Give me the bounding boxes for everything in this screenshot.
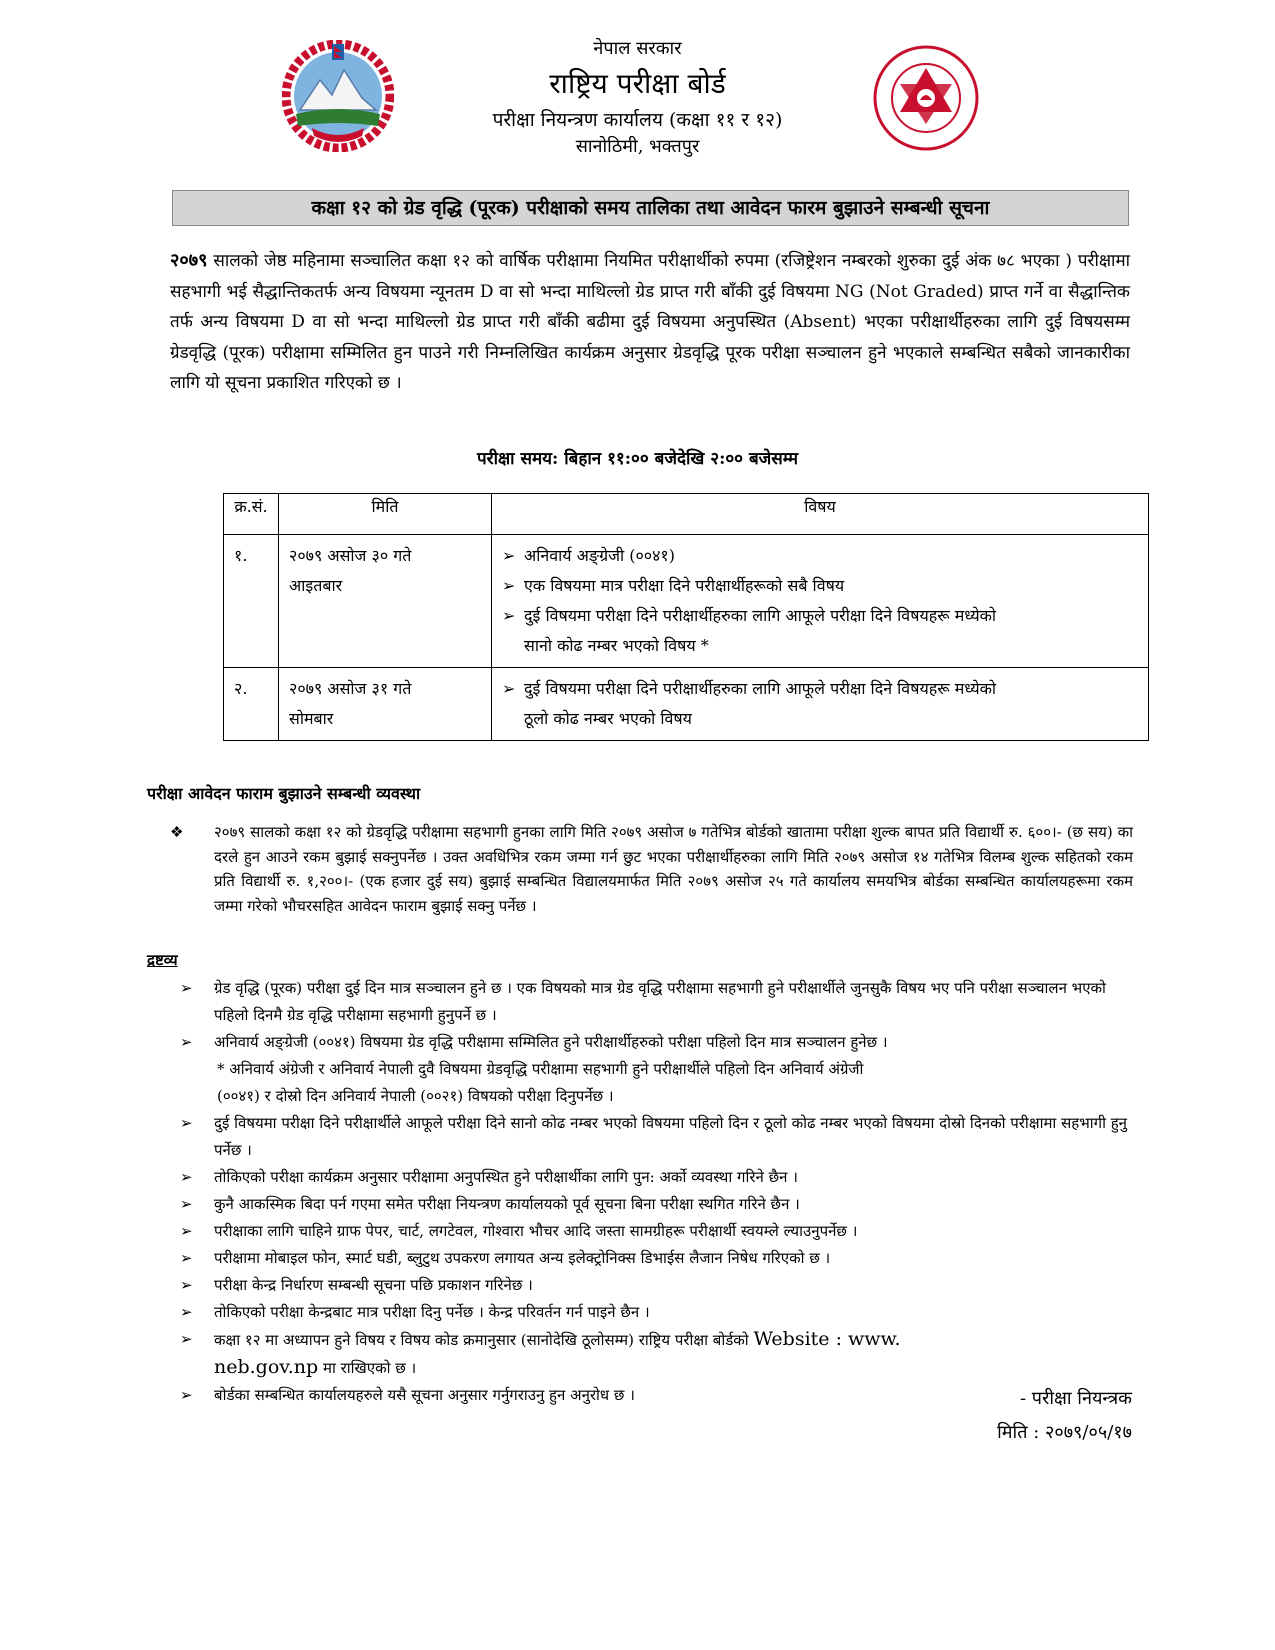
row-subjects (492, 668, 1149, 741)
list-item (180, 975, 1135, 1029)
arrowhead-bullet-icon: ➢ (180, 1168, 193, 1186)
intro-year: २०७९ (170, 250, 208, 271)
note-text: अनिवार्य अङ्ग्रेजी (००४१) विषयमा ग्रेड वृद्धि परीक्षामा सम्मिलित हुने परीक्षार्थीहरुको परीक्षा पहिलो दिन मात्र सञ्चालन हुनेछ । (214, 1033, 888, 1051)
list-item (502, 571, 1138, 601)
list-item (180, 1382, 1135, 1409)
subject-continuation: सानो कोढ नम्बर भएको विषय * (524, 636, 709, 655)
list-item (502, 601, 1138, 631)
row-subjects (492, 535, 1149, 668)
subject-text: दुई विषयमा परीक्षा दिने परीक्षार्थीहरुका लागि आफूले परीक्षा दिने विषयहरू मध्येको (524, 679, 997, 698)
subject-text: एक विषयमा मात्र परीक्षा दिने परीक्षार्थीहरूको सबै विषय (524, 576, 845, 595)
header-board-name: राष्ट्रिय परीक्षा बोर्ड (549, 67, 726, 100)
list-item (180, 1029, 1135, 1056)
note-text: ग्रेड वृद्धि (पूरक) परीक्षा दुई दिन मात्र सञ्चालन हुने छ । एक विषयको मात्र ग्रेड वृद्धि परीक्षामा सहभागी हुने परीक्षार्थीले जुनसुकै विषय भए पनि परीक्षा सञ्चालन भएको पहिलो दिनमै ग्रेड वृद्धि परीक्षामा सहभागी हुनुपर्ने छ । (214, 979, 1106, 1024)
note-text: बोर्डका सम्बन्धित कार्यालयहरुले यसै सूचना अनुसार गर्नुगराउनु हुन अनुरोध छ । (214, 1386, 635, 1404)
intro-text: सालको जेष्ठ महिनामा सञ्चालित कक्षा १२ को वार्षिक परीक्षामा नियमित परीक्षार्थीको रुपमा (रजिष्ट्रेशन नम्बरको शुरुका दुई अंक ७८ भएका ) परीक्षामा सहभागी भई सैद्धान्तिकतर्फ अन्य विषयमा न्यूनतम D वा सो भन्दा माथिल्लो ग्रेड प्राप्त गरी बाँकी दुई विषयमा NG (Not Graded) प्राप्त गर्ने वा सैद्धान्तिक तर्फ अन्य विषयमा D वा सो भन्दा माथिल्लो ग्रेड प्राप्त गरी बाँकी बढीमा दुई विषयमा अनुपस्थित (Absent) भएका परीक्षार्थीहरुका लागि दुई विषयसम्म ग्रेडवृद्धि (पूरक) परीक्षामा सम्मिलित हुन पाउने गरी निम्नलिखित कार्यक्रम अनुसार ग्रेडवृद्धि पूरक परीक्षा सञ्चालन हुने भएकाले सम्बन्धित सबैको जानकारीका लागि यो सूचना प्रकाशित गरिएको छ । (170, 251, 1131, 393)
exam-time: परीक्षा समय: बिहान ११:०० बजेदेखि २:०० बजेसम्म (476, 449, 799, 469)
list-item (180, 1245, 1135, 1272)
row-date: २०७९ असोज ३० गते (289, 546, 412, 565)
nepal-emblem-icon (282, 40, 394, 152)
table-row (224, 535, 1149, 668)
list-item (180, 1191, 1135, 1218)
neb-logo-icon (872, 44, 980, 152)
website-label: Website : www. (753, 1328, 901, 1350)
subject-continuation: ठूलो कोढ नम्बर भएको विषय (524, 709, 692, 728)
subject-text: दुई विषयमा परीक्षा दिने परीक्षार्थीहरुका लागि आफूले परीक्षा दिने विषयहरू मध्येको (524, 606, 997, 625)
row-sn: १. (224, 535, 279, 668)
note-text: तोकिएको परीक्षा कार्यक्रम अनुसार परीक्षामा अनुपस्थित हुने परीक्षार्थीका लागि पुन: अर्को व्यवस्था गरिने छैन । (214, 1168, 798, 1186)
notice-title: कक्षा १२ को ग्रेड वृद्धि (पूरक) परीक्षाको समय तालिका तथा आवेदन फारम बुझाउने सम्बन्धी सूचना (172, 190, 1129, 226)
list-item (180, 1299, 1135, 1326)
notes-list (180, 975, 1135, 1409)
website-note (214, 1326, 1135, 1382)
list-item (180, 1272, 1135, 1299)
list-item (180, 1326, 1135, 1382)
row-day: आइतबार (289, 576, 343, 595)
list-item (180, 1164, 1135, 1191)
website-note-text: कक्षा १२ मा अध्यापन हुने विषय र विषय कोड क्रमानुसार (सानोदेखि ठूलोसम्म) राष्ट्रिय परीक्षा बोर्डको (214, 1331, 749, 1349)
signature-role: - परीक्षा नियन्त्रक (1019, 1388, 1132, 1409)
note-text: परीक्षा केन्द्र निर्धारण सम्बन्धी सूचना पछि प्रकाशन गरिनेछ । (214, 1276, 533, 1294)
header-sn: क्र.सं. (224, 494, 279, 535)
arrowhead-bullet-icon: ➢ (502, 679, 516, 698)
row-date: २०७९ असोज ३१ गते (289, 679, 412, 698)
header-subject: विषय (492, 494, 1149, 535)
subject-text: अनिवार्य अङ्ग्रेजी (००४१) (524, 546, 675, 565)
schedule-table (223, 493, 1149, 741)
arrowhead-bullet-icon: ➢ (502, 546, 516, 565)
list-item (502, 674, 1138, 704)
sub-note: * अनिवार्य अंग्रेजी र अनिवार्य नेपाली दुवै विषयमा ग्रेडवृद्धि परीक्षामा सहभागी हुने परीक्षार्थीले पहिलो दिन अनिवार्य अंग्रेजी (217, 1060, 864, 1078)
list-item (502, 541, 1138, 571)
header-location: सानोठिमी, भक्तपुर (575, 136, 700, 157)
arrowhead-bullet-icon: ➢ (502, 606, 516, 625)
arrowhead-bullet-icon: ➢ (180, 1330, 193, 1348)
note-text: तोकिएको परीक्षा केन्द्रबाट मात्र परीक्षा दिनु पर्नेछ । केन्द्र परिवर्तन गर्न पाइने छैन । (214, 1303, 650, 1321)
row-sn: २. (224, 668, 279, 741)
arrowhead-bullet-icon: ➢ (180, 1033, 193, 1051)
website-note-tail: मा राखिएको छ । (322, 1359, 417, 1377)
arrowhead-bullet-icon: ➢ (180, 1276, 193, 1294)
note-text: परीक्षाका लागि चाहिने ग्राफ पेपर, चार्ट, लगटेवल, गोश्वारा भौचर आदि जस्ता सामग्रीहरू परीक्षार्थी स्वयम्ले ल्याउनुपर्नेछ । (214, 1222, 858, 1240)
diamond-bullet-icon: ❖ (170, 823, 184, 841)
row-date-cell (279, 668, 492, 741)
arrowhead-bullet-icon: ➢ (180, 1114, 193, 1132)
application-heading: परीक्षा आवेदन फाराम बुझाउने सम्बन्धी व्यवस्था (147, 784, 421, 803)
note-text: दुई विषयमा परीक्षा दिने परीक्षार्थीले आफूले परीक्षा दिने सानो कोढ नम्बर भएको विषयमा पहिलो दिन र ठूलो कोढ नम्बर भएको विषयमा दोस्रो दिनको परीक्षामा सहभागी हुनु पर्नेछ । (214, 1114, 1128, 1159)
header-government: नेपाल सरकार (593, 38, 682, 59)
intro-paragraph (170, 246, 1130, 399)
signature-block (997, 1382, 1132, 1450)
notes-heading: द्रष्टव्य (147, 951, 178, 969)
table-row (224, 668, 1149, 741)
arrowhead-bullet-icon: ➢ (180, 979, 193, 997)
row-day: सोमबार (289, 709, 334, 728)
application-text: २०७९ सालको कक्षा १२ को ग्रेडवृद्धि परीक्षामा सहभागी हुनका लागि मिति २०७९ असोज ७ गतेभित्र बोर्डको खातामा परीक्षा शुल्क बापत प्रति विद्यार्थी रु. ६००।- (छ सय) का दरले हुन आउने रकम बुझाई सक्नुपर्नेछ । उक्त अवधिभित्र रकम जम्मा गर्न छुट भएका परीक्षार्थीहरुका लागि मिति २०७९ असोज १४ गतेभित्र विलम्ब शुल्क सहितको रकम प्रति विद्यार्थी रु. १,२००।- (एक हजार दुई सय) बुझाई सम्बन्धित विद्यालयमार्फत मिति २०७९ असोज २५ गते कार्यालय समयभित्र बोर्डका सम्बन्धित कार्यालयहरूमा रकम जम्मा गरेको भौचरसहित आवेदन फाराम बुझाई सक्नु पर्नेछ । (214, 823, 1133, 915)
sub-note: (००४१) र दोस्रो दिन अनिवार्य नेपाली (००२१) विषयको परीक्षा दिनुपर्नेछ । (217, 1087, 614, 1105)
signature-date: मिति : २०७९/०५/१७ (997, 1422, 1132, 1443)
arrowhead-bullet-icon: ➢ (180, 1386, 193, 1404)
list-item (180, 1110, 1135, 1164)
list-item (180, 1218, 1135, 1245)
arrowhead-bullet-icon: ➢ (502, 576, 516, 595)
row-date-cell (279, 535, 492, 668)
note-text: परीक्षामा मोबाइल फोन, स्मार्ट घडी, ब्लुटुथ उपकरण लगायत अन्य इलेक्ट्रोनिक्स डिभाईस लैजान निषेध गरिएको छ । (214, 1249, 831, 1267)
header-office: परीक्षा नियन्त्रण कार्यालय (कक्षा ११ र १२) (492, 109, 783, 131)
application-paragraph (170, 820, 1133, 918)
arrowhead-bullet-icon: ➢ (180, 1249, 193, 1267)
website-link[interactable]: neb.gov.np (214, 1356, 319, 1378)
table-header-row (224, 494, 1149, 535)
header-date: मिति (279, 494, 492, 535)
arrowhead-bullet-icon: ➢ (180, 1303, 193, 1321)
note-text: कुनै आकस्मिक बिदा पर्न गएमा समेत परीक्षा नियन्त्रण कार्यालयको पूर्व सूचना बिना परीक्षा स्थगित गरिने छैन । (214, 1195, 800, 1213)
arrowhead-bullet-icon: ➢ (180, 1195, 193, 1213)
arrowhead-bullet-icon: ➢ (180, 1222, 193, 1240)
